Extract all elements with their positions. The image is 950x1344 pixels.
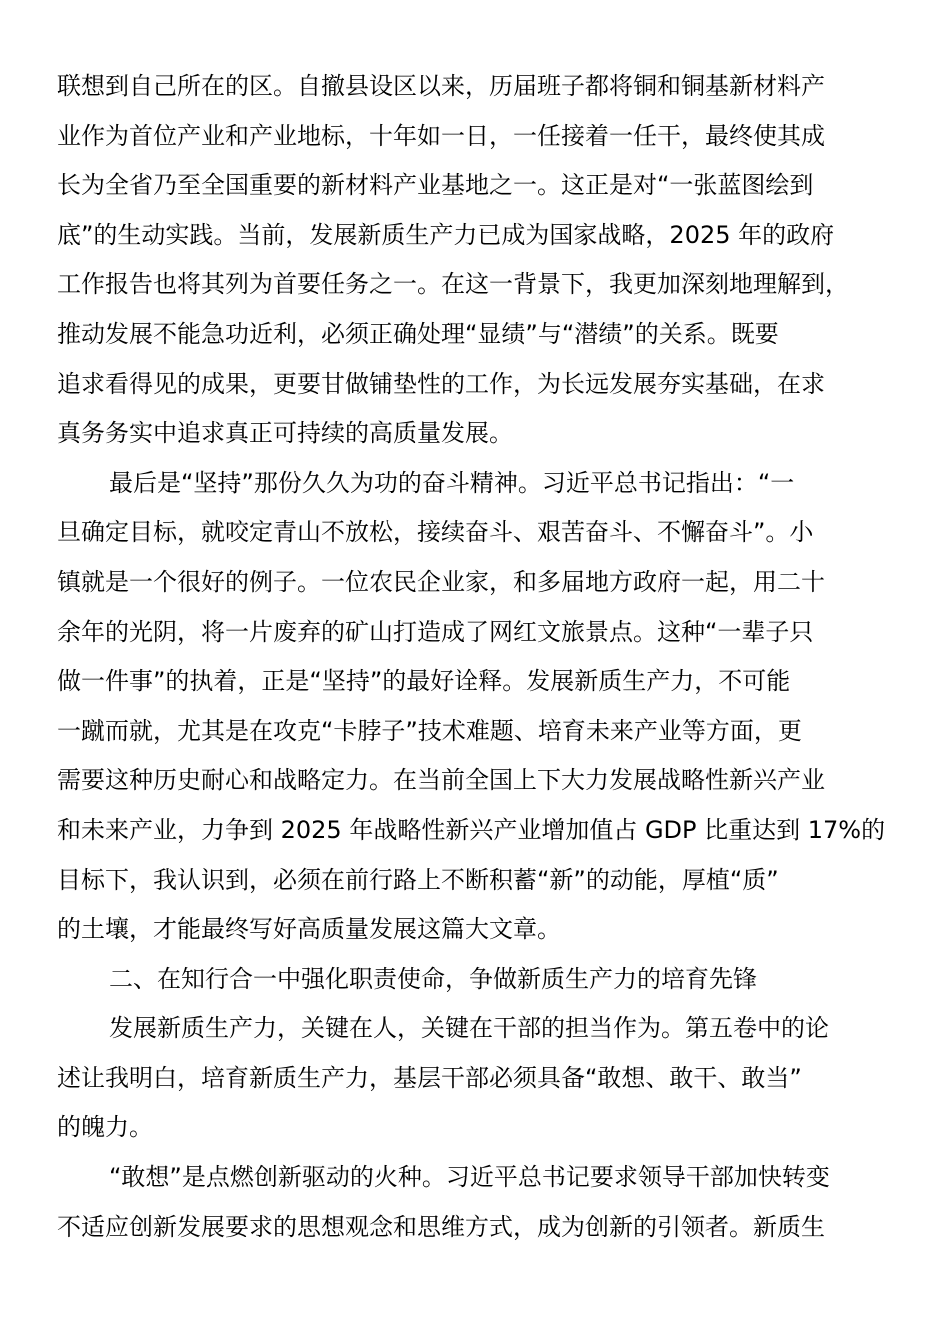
text-line: 述让我明白，培育新质生产力，基层干部必须具备“敢想、敢干、敢当” [57,1063,802,1092]
text-line: 的土壤，才能最终写好高质量发展这篇大文章。 [57,915,561,944]
paragraph-start-line: “敢想”是点燃创新驱动的火种。习近平总书记要求领导干部加快转变 [109,1163,830,1192]
text-line: 需要这种历史耐心和战略定力。在当前全国上下大力发展战略性新兴产业 [57,766,825,795]
paragraph-start-line: 最后是“坚持”那份久久为功的奋斗精神。习近平总书记指出：“一 [109,468,795,497]
text-line: 镇就是一个很好的例子。一位农民企业家，和多届地方政府一起，用二十 [57,567,825,596]
text-line: 真务务实中追求真正可持续的高质量发展。 [57,419,513,448]
text-line: 联想到自己所在的区。自撤县设区以来，历届班子都将铜和铜基新材料产 [57,72,825,100]
text-line: 余年的光阴，将一片废弃的矿山打造成了网红文旅景点。这种“一辈子只 [57,617,814,646]
text-line: 目标下，我认识到，必须在前行路上不断积蓄“新”的动能，厚植“质” [57,865,779,894]
text-line: 底”的生动实践。当前，发展新质生产力已成为国家战略，2025 年的政府 [57,220,835,249]
text-line: 的魄力。 [57,1113,153,1142]
text-line: 业作为首位产业和产业地标，十年如一日，一任接着一任干，最终使其成 [57,121,825,150]
section-heading: 二、在知行合一中强化职责使命，争做新质生产力的培育先锋 [109,964,757,993]
text-line: 工作报告也将其列为首要任务之一。在这一背景下，我更加深刻地理解到， [57,270,849,299]
text-line: 一蹴而就，尤其是在攻克“卡脖子”技术难题、培育未来产业等方面，更 [57,716,802,745]
text-line: 做一件事”的执着，正是“坚持”的最好诠释。发展新质生产力，不可能 [57,667,791,696]
text-line: 追求看得见的成果，更要甘做铺垫性的工作，为长远发展夯实基础，在求 [57,369,825,398]
document-page [57,62,893,1252]
text-line: 长为全省乃至全国重要的新材料产业基地之一。这正是对“一张蓝图绘到 [57,171,814,200]
text-line: 不适应创新发展要求的思想观念和思维方式，成为创新的引领者。新质生 [57,1212,825,1241]
text-line: 和未来产业，力争到 2025 年战略性新兴产业增加值占 GDP 比重达到 17%的 [57,815,886,844]
text-line: 旦确定目标，就咬定青山不放松，接续奋斗、艰苦奋斗、不懈奋斗”。小 [57,518,814,547]
text-line: 推动发展不能急功近利，必须正确处理“显绩”与“潜绩”的关系。既要 [57,319,779,348]
paragraph-start-line: 发展新质生产力，关键在人，关键在干部的担当作为。第五卷中的论 [109,1014,829,1043]
